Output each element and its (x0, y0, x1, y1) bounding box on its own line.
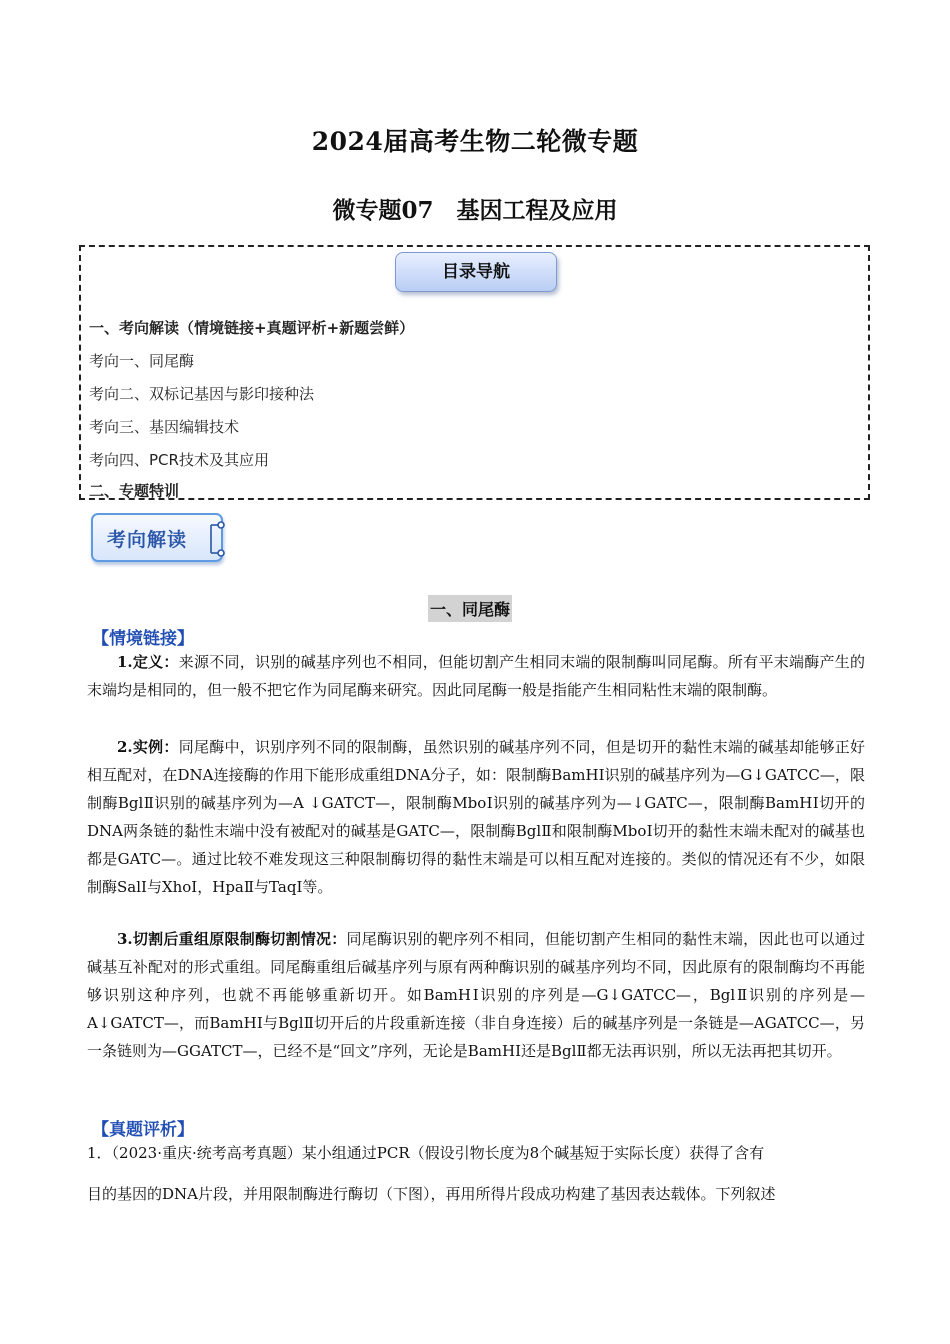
paragraph-body: 同尾酶识别的靶序列不相同，但能切割产生相同的黏性末端，因此也可以通过碱基互补配对的形式重组。同尾酶重组后碱基序列与原有两种酶识别的碱基序列均不同，因此原有的限制酶均不再能够识别这种序列，也就不再能够重新切开。如BamHⅠ识别的序列是—G↓GATCC—，BglⅡ识别的序列是—A↓GATCT—，而BamHⅠ与BglⅡ切开后的片段重新连接（非自身连接）后的碱基序列是一条链是—AGATCC—，另一条链则为—GGATCT—，已经不是“回文”序列，无论是BamHⅠ还是BglⅡ都无法再识别，所以无法再把其切开。 (87, 930, 865, 1060)
section-badge (91, 513, 223, 562)
section-heading: 一、同尾酶 (428, 595, 512, 622)
exam-analysis-tag: 【真题评析】 (92, 1120, 194, 1140)
question-line-1: 1．（2023·重庆·统考高考真题）某小组通过PCR（假设引物长度为8个碱基短于实际长度）获得了含有 (87, 1144, 765, 1162)
context-tag: 【情境链接】 (92, 629, 194, 649)
paragraph-example (87, 733, 865, 901)
paragraph-recombination (87, 925, 865, 1065)
toc-item-training[interactable]: 二、专题特训 (89, 482, 180, 500)
table-of-contents (79, 245, 870, 500)
paragraph-lead: 1.定义： (117, 653, 179, 671)
paragraph-body: 来源不同，识别的碱基序列也不相同，但能切割产生相同末端的限制酶叫同尾酶。所有平末端酶产生的末端均是相同的，但一般不把它作为同尾酶来研究。因此同尾酶一般是指能产生相同粘性末端的限制酶。 (87, 653, 865, 699)
toc-item-2[interactable]: 考向二、双标记基因与影印接种法 (89, 385, 315, 403)
toc-item-1[interactable]: 考向一、同尾酶 (89, 352, 195, 370)
paragraph-lead: 3.切割后重组原限制酶切割情况： (117, 930, 347, 948)
toc-item-3[interactable]: 考向三、基因编辑技术 (89, 418, 240, 436)
connector-ornament-icon (209, 519, 227, 559)
question-line-2: 目的基因的DNA片段，并用限制酶进行酶切（下图），再用所得片段成功构建了基因表达载体。下列叙述 (87, 1185, 776, 1203)
paragraph-definition (87, 648, 865, 704)
sub-title: 微专题07 基因工程及应用 (332, 197, 618, 224)
badge-label: 考向解读 (107, 529, 188, 551)
paragraph-lead: 2.实例： (117, 738, 179, 756)
toc-button[interactable]: 目录导航 (395, 252, 557, 292)
toc-item-4[interactable]: 考向四、PCR技术及其应用 (89, 451, 269, 469)
main-title: 2024届高考生物二轮微专题 (311, 127, 639, 156)
paragraph-body: 同尾酶中，识别序列不同的限制酶，虽然识别的碱基序列不同，但是切开的黏性末端的碱基却能够正好相互配对，在DNA连接酶的作用下能形成重组DNA分子，如：限制酶BamHⅠ识别的碱基序列为—G↓GATCC—，限制酶BglⅡ识别的碱基序列为—A ↓GATCT—，限制酶MboⅠ识别的碱基序列为—↓GATC—，限制酶BamHⅠ切开的DNA两条链的黏性末端中没有被配对的碱基是GATC—，限制酶BglⅡ和限制酶MboⅠ切开的黏性末端未配对的碱基也都是GATC—。通过比较不难发现这三种限制酶切得的黏性末端是可以相互配对连接的。类似的情况还有不少，如限制酶SalⅠ与XhoⅠ，HpaⅡ与TaqⅠ等。 (87, 738, 865, 896)
toc-item-overview[interactable]: 一、考向解读（情境链接+真题评析+新题尝鲜） (89, 319, 415, 337)
